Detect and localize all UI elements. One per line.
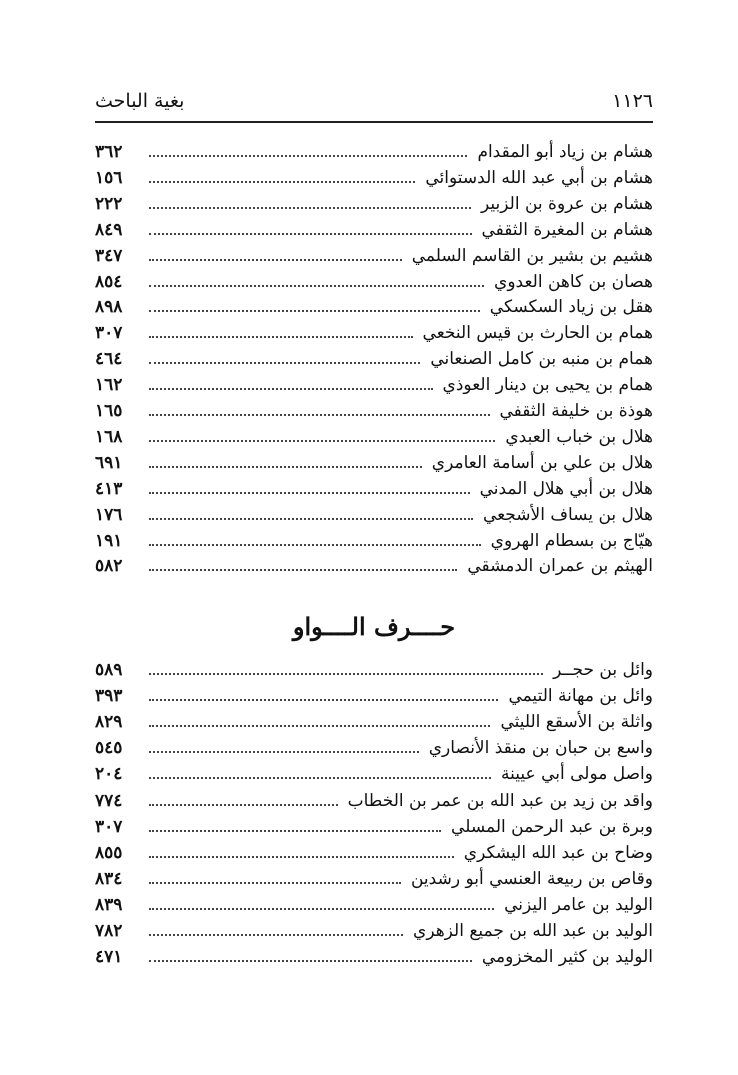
dot-leader (149, 362, 420, 364)
entry-page-number: ٣٠٧ (95, 816, 123, 837)
entry-name: هشام بن المغيرة الثقفي (481, 219, 653, 240)
entry-name: الهيثم بن عمران الدمشقي (467, 556, 653, 577)
index-entry (95, 944, 653, 970)
index-entry (95, 709, 653, 735)
dot-leader (149, 388, 433, 390)
entry-page-number: ٢٠٤ (95, 764, 123, 785)
entry-page-number: ٥٨٩ (95, 660, 123, 680)
dot-leader (149, 518, 473, 520)
index-entry (95, 476, 653, 502)
entry-page-number: ٨٥٤ (95, 271, 123, 292)
index-entry (95, 502, 653, 528)
index-entry (95, 398, 653, 424)
dot-leader (149, 336, 413, 338)
entry-name: هشام بن عروة بن الزبير (481, 193, 653, 214)
dot-leader (149, 725, 490, 727)
index-entry (95, 553, 653, 579)
page-header (95, 86, 653, 116)
entry-name: هلال بن خباب العبدي (505, 426, 653, 447)
entry-name: هشيم بن بشير بن القاسم السلمي (411, 245, 653, 266)
entry-page-number: ٤٧١ (95, 947, 123, 968)
entry-page-number: ٧٨٢ (95, 921, 123, 941)
index-entry (95, 294, 653, 320)
entry-page-number: ١٩١ (95, 530, 123, 551)
dot-leader (149, 155, 467, 157)
entry-page-number: ٨٣٤ (95, 868, 123, 889)
dot-leader (149, 259, 402, 261)
entry-page-number: ٨٣٩ (95, 894, 123, 915)
dot-leader (149, 777, 491, 779)
entry-page-number: ٧٧٤ (95, 790, 123, 811)
dot-leader (149, 856, 454, 858)
entry-name: وضاح بن عبد الله اليشكري (463, 842, 653, 863)
entry-page-number: ٨٤٩ (95, 219, 123, 240)
entry-name: وبرة بن عبد الرحمن المسلي (451, 816, 653, 837)
entry-page-number: ٥٨٢ (95, 556, 123, 577)
index-entry (95, 165, 653, 191)
index-entry (95, 683, 653, 709)
book-title: بغية الباحث (95, 90, 185, 112)
index-entry (95, 761, 653, 787)
index-entry (95, 788, 653, 814)
index-entry (95, 735, 653, 761)
entry-name: واثلة بن الأسقع الليثي (500, 712, 653, 733)
entry-page-number: ٤٦٤ (95, 349, 123, 370)
entry-name: وقاص بن ربيعة العنسي أبو رشدين (410, 868, 653, 889)
dot-leader (149, 569, 457, 571)
dot-leader (149, 908, 494, 910)
index-entry (95, 217, 653, 243)
dot-leader (149, 233, 472, 235)
entry-name: الوليد بن كثير المخزومي (481, 947, 653, 968)
entry-page-number: ٦٩١ (95, 452, 123, 473)
entry-page-number: ١٥٦ (95, 167, 123, 188)
entry-page-number: ١٦٨ (95, 426, 123, 447)
index-entry (95, 243, 653, 269)
entry-name: واصل مولى أبي عيينة (501, 764, 653, 785)
entry-name: هوذة بن خليفة الثقفي (499, 401, 653, 421)
dot-leader (149, 181, 415, 183)
index-entry (95, 320, 653, 346)
entry-name: وائل بن حجــر (553, 660, 653, 680)
dot-leader (149, 414, 490, 416)
entry-name: الوليد بن عبد الله بن جميع الزهري (413, 921, 653, 941)
entry-name: هيّاج بن بسطام الهروي (490, 530, 653, 551)
entry-name: هلال بن يساف الأشجعي (482, 504, 653, 525)
index-entry (95, 424, 653, 450)
entry-name: هصان بن كاهن العدوي (494, 271, 653, 292)
index-entry (95, 450, 653, 476)
entry-page-number: ٤١٣ (95, 478, 123, 499)
index-entry (95, 346, 653, 372)
entry-page-number: ٨٥٥ (95, 842, 123, 863)
entry-name: همام بن الحارث بن قيس النخعي (422, 323, 653, 344)
dot-leader (149, 751, 419, 753)
dot-leader (149, 699, 498, 701)
dot-leader (149, 492, 470, 494)
entry-page-number: ٢٢٢ (95, 193, 123, 214)
entry-page-number: ٣٩٣ (95, 686, 123, 707)
entry-page-number: ٣٤٧ (95, 245, 123, 266)
dot-leader (149, 440, 495, 442)
index-entry (95, 918, 653, 944)
entry-name: هشام بن أبي عبد الله الدستوائي (425, 167, 653, 188)
page-number: ١١٢٦ (612, 90, 653, 112)
entry-page-number: ١٦٢ (95, 375, 123, 396)
index-entry (95, 269, 653, 295)
header-rule (95, 121, 653, 123)
dot-leader (149, 544, 481, 546)
dot-leader (149, 466, 422, 468)
index-entry (95, 866, 653, 892)
index-entry (95, 840, 653, 866)
entry-page-number: ٣٦٢ (95, 142, 123, 162)
dot-leader (149, 934, 403, 936)
dot-leader (149, 830, 441, 832)
index-entry (95, 372, 653, 398)
index-entry (95, 191, 653, 217)
entry-name: هلال بن علي بن أسامة العامري (431, 452, 653, 473)
section-heading-waw: حــــرف الــــواو (292, 612, 456, 641)
dot-leader (149, 207, 471, 209)
index-entry (95, 814, 653, 840)
dot-leader (149, 960, 472, 962)
entry-name: همام بن منبه بن كامل الصنعاني (430, 349, 653, 370)
entry-name: هشام بن زياد أبو المقدام (477, 142, 653, 162)
index-entry (95, 139, 653, 165)
entry-page-number: ١٦٥ (95, 401, 123, 421)
entry-name: الوليد بن عامر اليزني (504, 894, 653, 915)
dot-leader (149, 285, 484, 287)
entry-name: همام بن يحيى بن دينار العوذي (442, 375, 653, 396)
entry-page-number: ١٧٦ (95, 504, 123, 525)
dot-leader (149, 804, 338, 806)
entry-page-number: ٣٠٧ (95, 323, 123, 344)
entry-page-number: ٨٢٩ (95, 712, 123, 733)
dot-leader (149, 673, 543, 675)
index-entry (95, 892, 653, 918)
entry-page-number: ٥٤٥ (95, 738, 123, 759)
entry-name: وائل بن مهانة التيمي (508, 686, 653, 707)
dot-leader (149, 882, 401, 884)
index-entry (95, 528, 653, 554)
entry-name: هلال بن أبي هلال المدني (479, 478, 653, 499)
entry-page-number: ٨٩٨ (95, 297, 123, 318)
dot-leader (149, 310, 480, 312)
entry-name: هقل بن زياد السكسكي (489, 297, 653, 318)
index-entry (95, 657, 653, 683)
entry-name: واقد بن زيد بن عبد الله بن عمر بن الخطاب (347, 790, 653, 811)
entry-name: واسع بن حبان بن منقذ الأنصاري (428, 738, 653, 759)
